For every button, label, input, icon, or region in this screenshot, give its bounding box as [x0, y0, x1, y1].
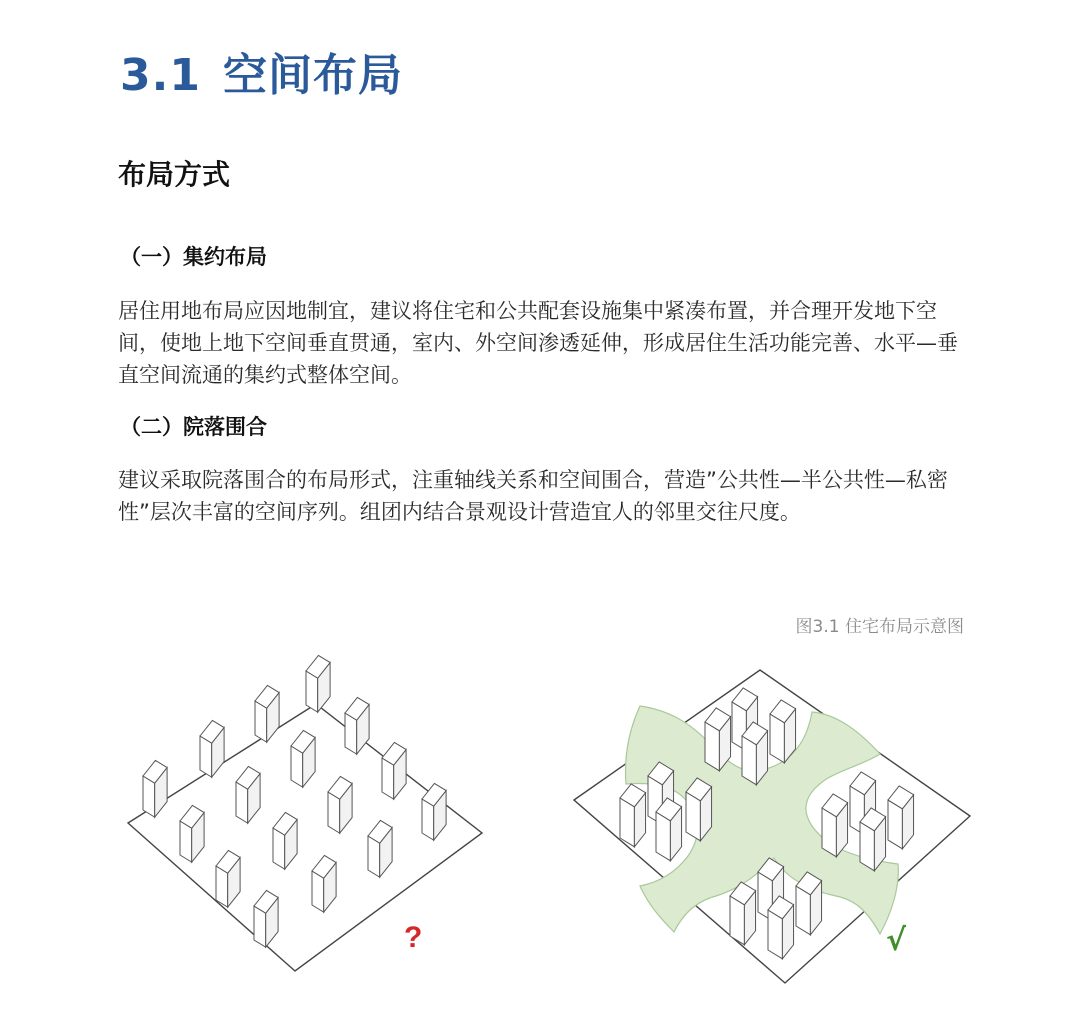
courtyard-layout-diagram: [574, 670, 970, 983]
building-block: [770, 700, 796, 763]
figure-caption: 图3.1 住宅布局示意图: [795, 617, 964, 637]
item-title-compact-layout: （一）集约布局: [120, 245, 267, 269]
building-block: [796, 872, 822, 935]
building-block: [620, 784, 646, 847]
building-block: [888, 786, 914, 849]
check-mark: √: [886, 923, 907, 958]
building-block: [730, 882, 756, 945]
question-mark: ?: [404, 921, 423, 954]
building-block: [768, 896, 794, 959]
subsection-title: 布局方式: [118, 158, 231, 191]
section-title-text: 空间布局: [222, 50, 403, 101]
item-title-courtyard-enclosure: （二）院落围合: [120, 415, 267, 439]
layout-diagram-figure: [0, 650, 1080, 1021]
building-block: [860, 808, 886, 871]
section-number: 3.1: [120, 50, 201, 101]
building-block: [742, 722, 768, 785]
building-block: [656, 798, 682, 861]
building-block: [822, 794, 848, 857]
section-title: [120, 48, 403, 104]
building-block: [705, 708, 731, 771]
paragraph-compact-layout: 居住用地布局应因地制宜，建议将住宅和公共配套设施集中紧凑布置，并合理开发地下空间，使地上地下空间垂直贯通，室内、外空间渗透延伸，形成居住生活功能完善、水平—垂直空间流通的集约式整体空间。: [118, 299, 958, 387]
row-layout-diagram: [128, 655, 482, 971]
building-block: [306, 655, 330, 712]
building-block: [686, 778, 712, 841]
paragraph-courtyard-enclosure: 建议采取院落围合的布局形式，注重轴线关系和空间围合，营造”公共性—半公共性—私密性”层次丰富的空间序列。组团内结合景观设计营造宜人的邻里交往尺度。: [118, 468, 948, 524]
